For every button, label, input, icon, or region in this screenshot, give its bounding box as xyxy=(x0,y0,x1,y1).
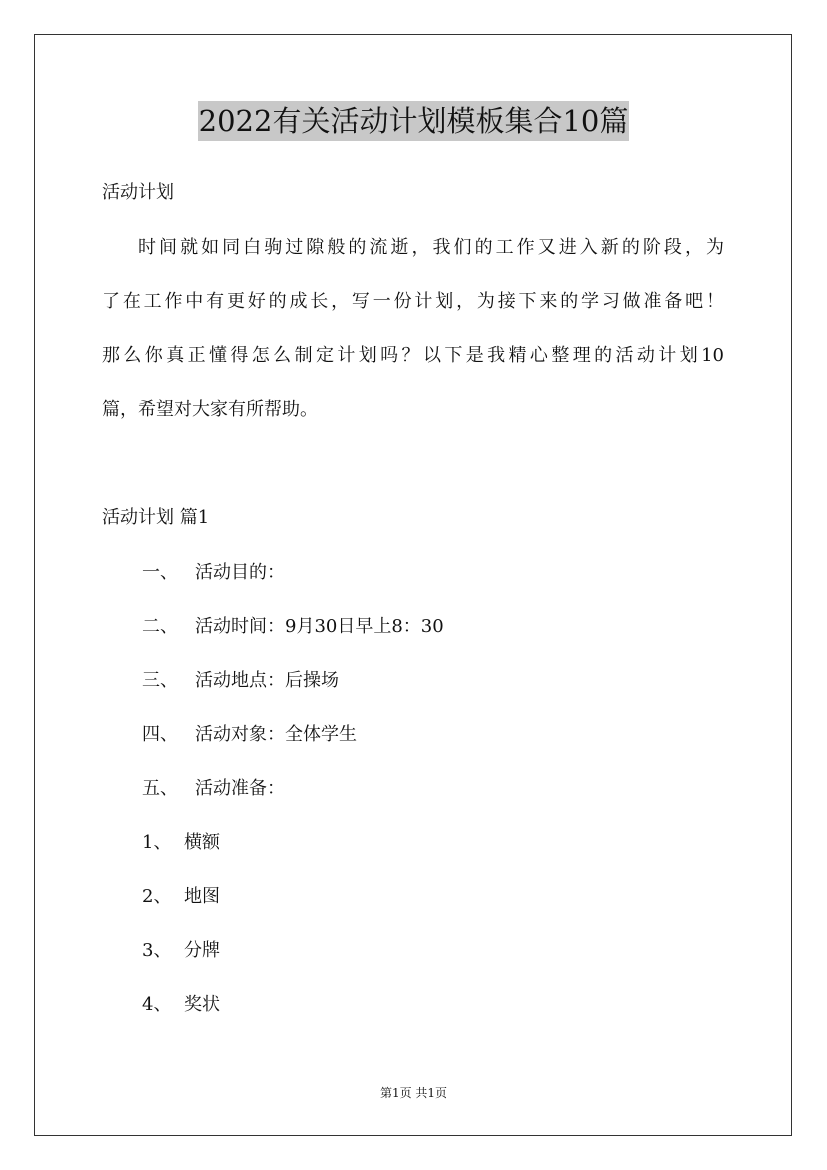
list-item-text: 活动时间：9月30日早上8：30 xyxy=(195,616,444,637)
list-item-text: 活动目的： xyxy=(195,562,285,583)
document-title: 2022有关活动计划模板集合10篇 xyxy=(198,101,630,141)
page-footer: 第1页 共1页 xyxy=(379,1086,448,1100)
sub-item-text: 奖状 xyxy=(184,994,220,1015)
sub-item-text: 地图 xyxy=(184,886,220,907)
list-item-number: 三、 xyxy=(142,670,178,691)
list-item-text: 活动准备： xyxy=(195,778,285,799)
sub-item-text: 分牌 xyxy=(184,940,220,961)
sub-item-number: 2、 xyxy=(142,886,172,907)
list-item-number: 二、 xyxy=(142,616,178,637)
sub-item-text: 横额 xyxy=(184,832,220,853)
intro-line-2: 了在工作中有更好的成长，写一份计划，为接下来的学习做准备吧！ xyxy=(102,291,724,312)
list-item-number: 五、 xyxy=(142,778,178,799)
sub-item-number: 1、 xyxy=(142,832,172,853)
sub-list-item xyxy=(142,831,220,855)
list-item xyxy=(142,615,444,639)
sub-item-number: 3、 xyxy=(142,940,172,961)
intro-line-4: 篇，希望对大家有所帮助。 xyxy=(102,399,318,420)
article-heading: 活动计划 篇1 xyxy=(102,507,210,528)
sub-list-item xyxy=(142,885,220,909)
list-item-number: 一、 xyxy=(142,562,178,583)
list-item xyxy=(142,561,285,585)
sub-list-item xyxy=(142,939,220,963)
list-item-text: 活动对象：全体学生 xyxy=(195,724,357,745)
list-item-number: 四、 xyxy=(142,724,178,745)
list-item-text: 活动地点：后操场 xyxy=(195,670,339,691)
list-item xyxy=(142,723,357,747)
intro-line-1: 时间就如同白驹过隙般的流逝，我们的工作又进入新的阶段，为 xyxy=(138,237,724,258)
intro-line-3: 那么你真正懂得怎么制定计划吗？以下是我精心整理的活动计划10 xyxy=(102,345,724,366)
sub-item-number: 4、 xyxy=(142,994,172,1015)
list-item xyxy=(142,777,285,801)
sub-list-item xyxy=(142,993,220,1017)
section-heading: 活动计划 xyxy=(102,182,174,203)
title-container xyxy=(0,101,827,141)
list-item xyxy=(142,669,339,693)
